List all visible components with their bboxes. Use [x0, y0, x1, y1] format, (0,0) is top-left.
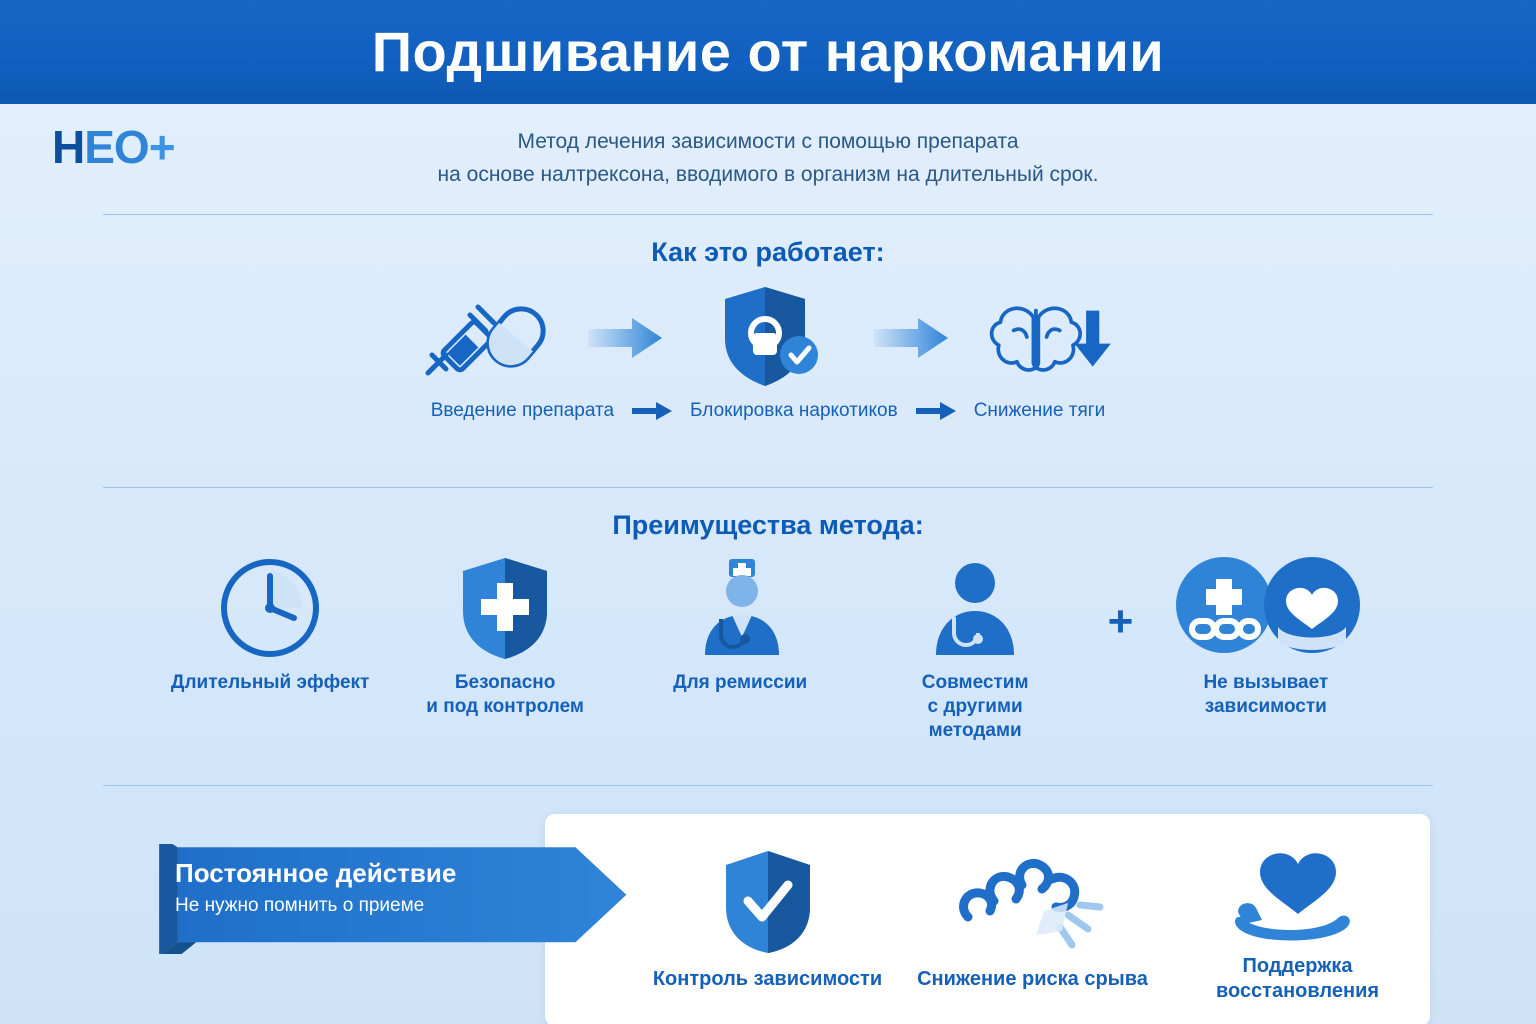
arrow-right-icon-1 — [586, 316, 664, 358]
arrow-small-icon-1 — [632, 402, 672, 420]
card-label-relapse: Снижение риска срыва — [917, 967, 1148, 990]
benefit-label-safe-line1: Безопасно — [454, 672, 556, 693]
benefits-row — [0, 555, 1536, 742]
benefits-title: Преимущества метода: — [612, 510, 924, 540]
logo-part-2: ЕО — [84, 121, 149, 173]
header-bar — [0, 0, 1536, 104]
arrow-right-icon-2 — [872, 316, 950, 358]
benefit-label-compatible — [922, 671, 1029, 742]
benefit-label-safe-line2: и под контролем — [426, 695, 584, 717]
benefit-label-compatible-line1: Совместим — [921, 672, 1029, 693]
how-it-works-icons — [0, 282, 1536, 392]
card-label-support — [1216, 954, 1379, 1004]
brain-down-arrow-icon — [984, 282, 1124, 392]
shield-lock-icon — [698, 282, 838, 392]
how-it-works-section — [0, 237, 1536, 487]
benefit-item-safe — [403, 555, 608, 719]
card-item-control — [643, 849, 893, 992]
divider-middle — [103, 487, 1433, 488]
how-step-label-1: Введение препарата — [430, 400, 615, 421]
benefits-section — [0, 510, 1536, 785]
syringe-capsule-icon — [412, 282, 552, 392]
how-it-works-labels — [0, 400, 1536, 422]
benefit-item-long-effect — [168, 555, 373, 695]
benefit-item-remission — [638, 555, 843, 695]
broken-chain-icon — [948, 849, 1118, 955]
ribbon-subtitle: Не нужно помнить о приеме — [175, 895, 425, 917]
page-title: Подшивание от наркомании — [371, 20, 1165, 83]
ribbon-title: Постоянное действие — [175, 858, 457, 888]
benefit-label-no-addiction — [1203, 671, 1328, 719]
benefit-item-compatible — [873, 555, 1078, 742]
intro-line-2: на основе налтрексона, вводимого в организм на длительный срок. — [437, 163, 1099, 186]
card-label-support-line2: восстановления — [1215, 980, 1380, 1002]
card-item-relapse — [908, 849, 1158, 992]
benefit-label-long-effect: Длительный эффект — [170, 672, 370, 693]
shield-check-icon — [714, 849, 822, 955]
card-label-support-line1: Поддержка — [1242, 955, 1353, 977]
arrow-small-icon-2 — [916, 402, 956, 420]
broken-chain-heart-icon — [1166, 555, 1366, 661]
ribbon-text — [175, 858, 575, 917]
divider-top — [103, 214, 1433, 215]
shield-cross-icon — [455, 555, 555, 661]
card-item-support — [1173, 836, 1423, 1004]
divider-bottom — [103, 785, 1433, 786]
plus-separator: + — [1107, 597, 1134, 646]
how-it-works-title: Как это работает: — [651, 237, 885, 267]
bottom-card — [545, 814, 1430, 1024]
hand-heart-icon — [1228, 836, 1368, 942]
intro-text — [0, 126, 1536, 191]
card-label-control: Контроль зависимости — [652, 967, 883, 990]
benefit-label-safe — [426, 671, 584, 719]
intro-section — [0, 104, 1536, 214]
doctor-icon — [685, 555, 795, 661]
benefit-label-no-addiction-line2: зависимости — [1204, 695, 1327, 717]
intro-line-1: Метод лечения зависимости с помощью препарата — [517, 130, 1019, 154]
benefit-label-compatible-line3: методами — [928, 719, 1022, 741]
clock-icon — [218, 555, 322, 661]
how-step-label-3: Снижение тяги — [973, 400, 1106, 421]
brand-logo — [52, 120, 175, 174]
benefit-label-no-addiction-line1: Не вызывает — [1203, 672, 1329, 693]
benefit-label-compatible-line2: с другими — [927, 695, 1023, 717]
bottom-section — [0, 796, 1536, 1024]
benefit-label-remission: Для ремиссии — [673, 672, 808, 693]
benefit-item-no-addiction — [1163, 555, 1368, 719]
patient-stethoscope-icon — [920, 555, 1030, 661]
logo-part-1: Н — [52, 121, 85, 173]
how-step-label-2: Блокировка наркотиков — [690, 400, 898, 421]
logo-plus: + — [148, 121, 175, 173]
